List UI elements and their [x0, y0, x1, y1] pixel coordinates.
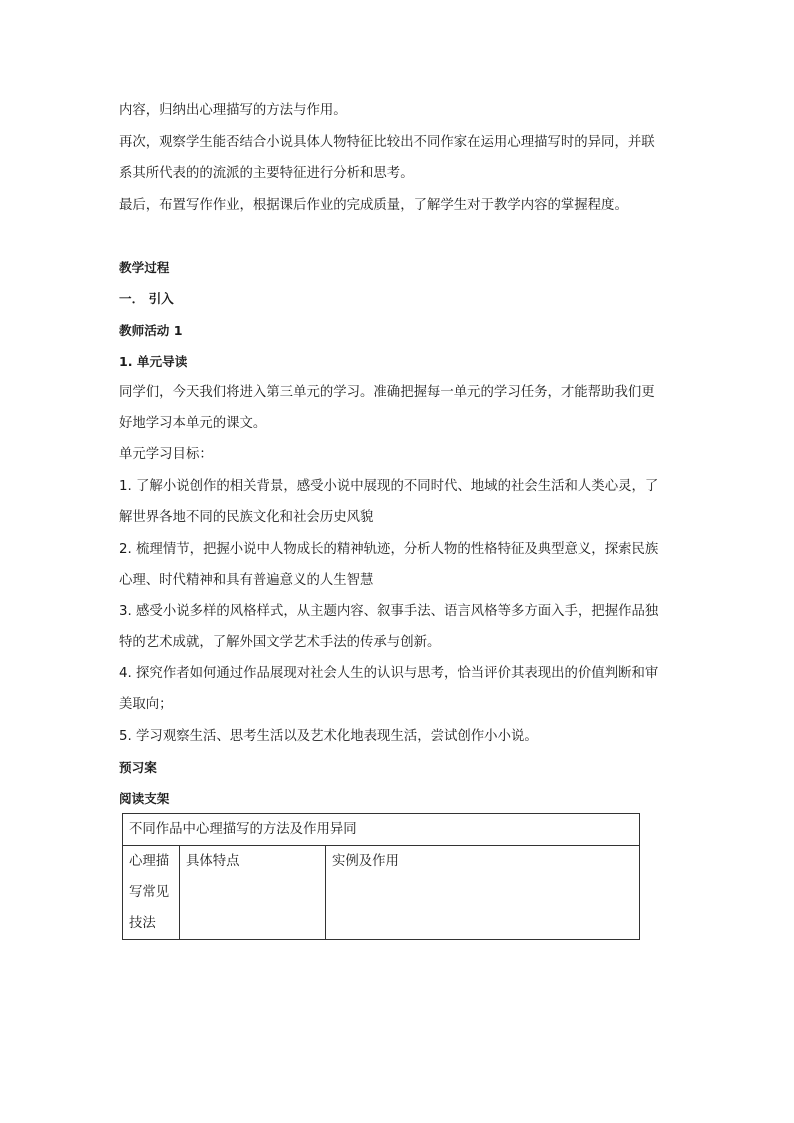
goal-text-line: 美取向； [119, 697, 173, 712]
examples-header-cell: 实例及作用 [326, 846, 640, 940]
goal-text-line: 4. 探究作者如何通过作品展现对社会人生的认识与思考，恰当评价其表现出的价值判断和审 [119, 666, 659, 681]
features-header-cell: 具体特点 [180, 846, 326, 940]
goal-text-line: 特的艺术成就，了解外国文学艺术手法的传承与创新。 [119, 635, 441, 650]
section-heading-intro: 一． 引入 [119, 291, 174, 306]
goal-text-line: 1. 了解小说创作的相关背景，感受小说中展现的不同时代、地域的社会生活和人类心灵，了 [119, 479, 659, 494]
section-heading-process: 教学过程 [119, 260, 170, 275]
body-text-line: 最后，布置写作作业，根据课后作业的完成质量，了解学生对于教学内容的掌握程度。 [119, 198, 628, 213]
body-text-line: 再次，观察学生能否结合小说具体人物特征比较出不同作家在运用心理描写时的异同，并联 [119, 135, 655, 150]
guide-text-line: 同学们，今天我们将进入第三单元的学习。准确把握每一单元的学习任务，才能帮助我们更 [119, 385, 655, 400]
goal-text-line: 2. 梳理情节，把握小说中人物成长的精神轨迹，分析人物的性格特征及典型意义，探索民族 [119, 542, 659, 557]
section-heading-unit-guide: 1. 单元导读 [119, 354, 188, 369]
guide-text-line: 单元学习目标： [119, 447, 213, 462]
row-header-cell: 心理描写常见技法 [123, 846, 180, 940]
body-text-line: 系其所代表的的流派的主要特征进行分析和思考。 [119, 166, 414, 181]
goal-text-line: 5. 学习观察生活、思考生活以及艺术化地表现生活，尝试创作小小说。 [119, 729, 538, 744]
preview-heading: 预习案 [119, 760, 157, 775]
goal-text-line: 3. 感受小说多样的风格样式，从主题内容、叙事手法、语言风格等多方面入手，把握作品独 [119, 604, 659, 619]
table-title-cell: 不同作品中心理描写的方法及作用异同 [123, 814, 640, 846]
reading-frame-table [122, 813, 640, 940]
goal-text-line: 解世界各地不同的民族文化和社会历史风貌 [119, 510, 374, 525]
section-heading-activity: 教师活动 1 [119, 323, 183, 338]
goal-text-line: 心理、时代精神和具有普遍意义的人生智慧 [119, 573, 374, 588]
guide-text-line: 好地学习本单元的课文。 [119, 416, 267, 431]
body-text-line: 内容，归纳出心理描写的方法与作用。 [119, 103, 347, 118]
frame-heading: 阅读支架 [119, 791, 170, 806]
